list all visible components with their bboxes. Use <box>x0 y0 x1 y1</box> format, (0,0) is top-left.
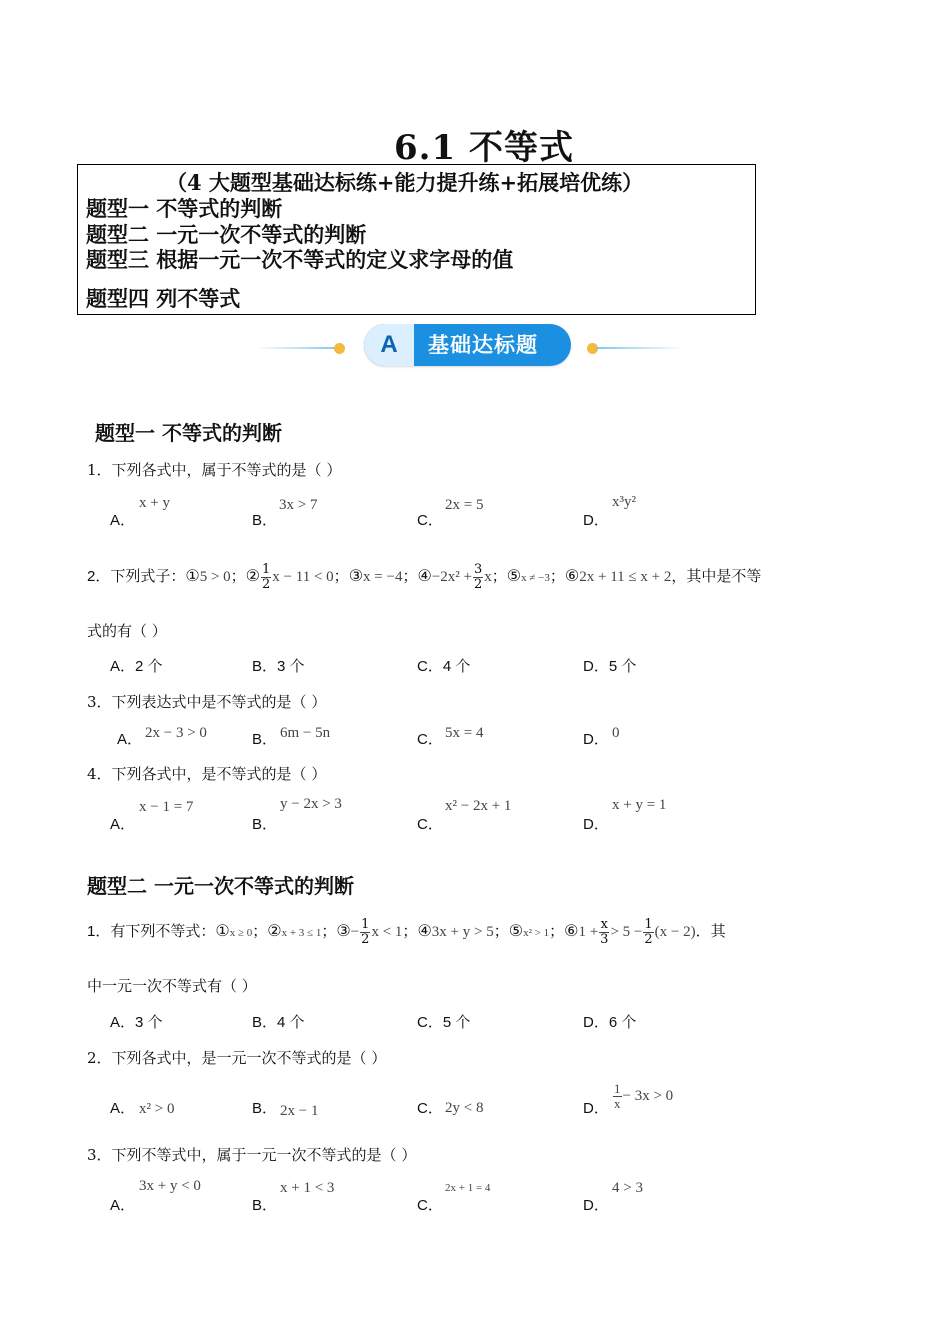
s2-q2-stem: 2．下列各式中，是一元一次不等式的是（ ） <box>87 1049 387 1067</box>
s1-q1-option-b-letter: B． <box>252 512 278 529</box>
s2-q1-stem: 1．有下列不等式：①x ≥ 0；②x + 3 ≤ 1；③− $\frac{1}{2}$ x < 1；④3x + y > 5；⑤x² > 1；⑥1 + $\frac{x}{3}$ > 5 − $\frac{1}{2}$ (x − 2)．其 <box>87 916 726 947</box>
section-heading-1: 题型一 不等式的判断 <box>95 421 282 445</box>
summary-type-2: 题型二 一元一次不等式的判断 <box>86 222 367 247</box>
s1-q2-option-b: B．3 个 <box>252 658 305 675</box>
s1-q4-option-c-letter: C． <box>417 816 443 833</box>
s1-q3-option-b-expr: 6m − 5n <box>280 725 331 741</box>
s2-q2-option-d-letter: D． <box>583 1100 609 1117</box>
s2-q1-option-a: A．3 个 <box>110 1014 163 1031</box>
s1-q1-option-b-expr: 3x > 7 <box>279 497 318 513</box>
banner-line-left <box>255 347 340 349</box>
frac-one-half-b: $\frac{1}{2}$ <box>644 916 653 947</box>
s1-q2-num: 2．下列式子： <box>87 568 186 585</box>
s2-q3-option-b-expr: x + 1 < 3 <box>280 1180 335 1196</box>
s2-q2-option-b-letter: B． <box>252 1100 278 1117</box>
s2-q1-option-c: C．5 个 <box>417 1014 471 1031</box>
question-type-summary <box>77 164 756 315</box>
s1-q3-option-c-letter: C． <box>417 731 443 748</box>
s1-q2-option-d: D．5 个 <box>583 658 637 675</box>
s2-q2-option-a-expr: x² > 0 <box>139 1101 175 1117</box>
s2-q2-option-c-expr: 2y < 8 <box>445 1100 484 1116</box>
s1-q1-option-d-expr: x³y² <box>612 494 636 510</box>
s1-q3-option-a-expr: 2x − 3 > 0 <box>145 725 207 741</box>
s2-q3-stem: 3．下列不等式中，属于一元一次不等式的是（ ） <box>87 1146 417 1164</box>
s1-q4-option-d-letter: D． <box>583 816 609 833</box>
s1-q1-option-d-letter: D． <box>583 512 609 529</box>
s2-q3-option-c-expr: 2x + 1 = 4 <box>445 1182 491 1194</box>
frac-one-half: $\frac{1}{2}$ <box>262 561 271 592</box>
s1-q4-option-b-expr: y − 2x > 3 <box>280 796 342 812</box>
section-heading-2: 题型二 一元一次不等式的判断 <box>87 874 354 898</box>
s1-q2-continuation: 式的有（ ） <box>87 622 167 640</box>
summary-type-1: 题型一 不等式的判断 <box>86 196 283 221</box>
s2-q2-option-c-letter: C． <box>417 1100 443 1117</box>
summary-type-3: 题型三 根据一元一次不等式的定义求字母的值 <box>86 247 514 272</box>
s1-q2-option-c: C．4 个 <box>417 658 471 675</box>
banner-label: 基础达标题 <box>428 332 538 357</box>
s2-q3-option-a-letter: A． <box>110 1197 136 1214</box>
s2-q3-option-a-expr: 3x + y < 0 <box>139 1178 201 1194</box>
s2-q2-option-a-letter: A． <box>110 1100 136 1117</box>
s2-q3-option-d-letter: D． <box>583 1197 609 1214</box>
s1-q3-stem: 3．下列表达式中是不等式的是（ ） <box>87 693 327 711</box>
s2-q2-option-b-expr: 2x − 1 <box>280 1103 319 1119</box>
s1-q4-stem: 4．下列各式中，是不等式的是（ ） <box>87 765 327 783</box>
s1-q4-option-b-letter: B． <box>252 816 278 833</box>
s2-q2-option-d-expr: $\frac{1}{x}$ − 3x > 0 <box>614 1081 674 1111</box>
frac-one-half: $\frac{1}{2}$ <box>361 916 370 947</box>
s1-q4-option-a-letter: A． <box>110 816 136 833</box>
s2-q1-option-d: D．6 个 <box>583 1014 637 1031</box>
s1-q1-option-a-expr: x + y <box>139 495 170 511</box>
s1-q3-option-d-expr: 0 <box>612 725 620 741</box>
banner-letter: A <box>364 324 414 366</box>
banner-dot-left <box>334 343 345 354</box>
s1-q3-option-d-letter: D． <box>583 731 609 748</box>
page-title: 6.1 不等式 <box>394 128 574 168</box>
s2-q3-option-d-expr: 4 > 3 <box>612 1180 643 1196</box>
s1-q2-option-a: A．2 个 <box>110 658 163 675</box>
s2-q1-num: 1．有下列不等式： <box>87 923 216 940</box>
frac-one-over-x: $\frac{1}{x}$ <box>614 1081 621 1111</box>
s2-q3-option-b-letter: B． <box>252 1197 278 1214</box>
s2-q3-option-c-letter: C． <box>417 1197 443 1214</box>
s1-q1-option-c-expr: 2x = 5 <box>445 497 484 513</box>
s1-q4-option-a-expr: x − 1 = 7 <box>139 799 194 815</box>
summary-type-4: 题型四 列不等式 <box>86 286 241 311</box>
frac-x-third: $\frac{x}{3}$ <box>600 916 609 947</box>
s1-q2-stem: 2．下列式子：①5 > 0；② $\frac{1}{2}$ x − 11 < 0；③x = −4；④−2x² + $\frac{3}{2}$ x；⑤x ≠ −3；⑥2x + 11 ≤ x + 2，其中是不等 <box>87 561 762 592</box>
s2-q1-option-b: B．4 个 <box>252 1014 305 1031</box>
s1-q1-option-c-letter: C． <box>417 512 443 529</box>
s1-q4-option-c-expr: x² − 2x + 1 <box>445 798 512 814</box>
s1-q4-option-d-expr: x + y = 1 <box>612 797 667 813</box>
s1-q3-option-c-expr: 5x = 4 <box>445 725 484 741</box>
s1-q3-option-a-letter: A． <box>117 731 143 748</box>
s1-q1-stem: 1．下列各式中，属于不等式的是（ ） <box>87 461 342 479</box>
s2-q1-continuation: 中一元一次不等式有（ ） <box>87 977 257 995</box>
banner-line-right <box>596 347 686 349</box>
section-banner <box>364 324 571 366</box>
s1-q1-option-a-letter: A． <box>110 512 136 529</box>
frac-three-halves: $\frac{3}{2}$ <box>473 561 483 592</box>
s1-q3-option-b-letter: B． <box>252 731 278 748</box>
summary-subtitle: （4 大题型基础达标练+能力提升练+拓展培优练） <box>166 170 644 195</box>
